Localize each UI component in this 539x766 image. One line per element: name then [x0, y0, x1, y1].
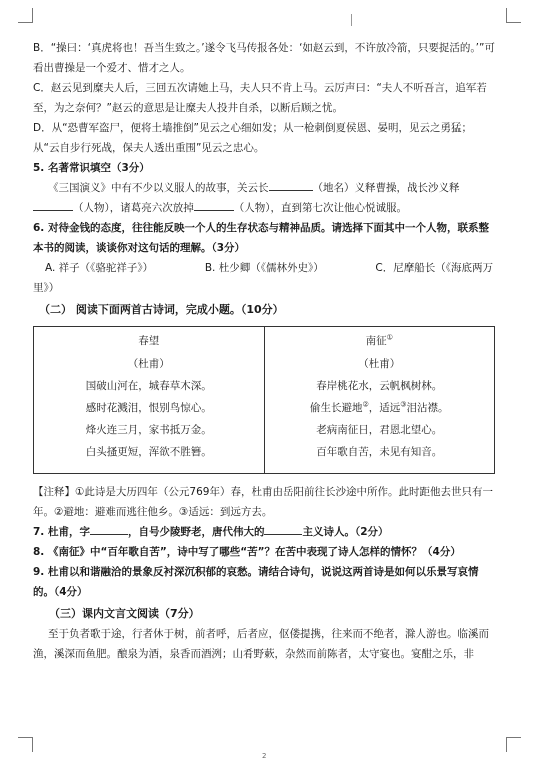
poem-table [33, 326, 495, 474]
fold-mark [351, 14, 352, 26]
q5-body: 《三国演义》中有不少以义服人的故事，关云长 （地名）义释曹操，战长沙义释（人物），诸葛亮六次放掉 （人物），直到第七次让他心悦诚服。 [33, 178, 495, 218]
crop-mark-bottom-right [506, 737, 521, 752]
poem-1-line-2: 感时花溅泪，恨别鸟惊心。 [85, 402, 212, 414]
q5-blank-3[interactable] [194, 199, 234, 211]
q9-question: 9. 杜甫以和谐融洽的景象反衬深沉积郁的哀愁。请结合诗句，说说这两首诗是如何以乐景写哀情的。（4分） [33, 566, 479, 598]
footnote-ref-1: ① [386, 333, 393, 342]
section-2-heading: （二） 阅读下面两首古诗词，完成小题。（10分） [39, 303, 284, 316]
q5-blank-1[interactable] [269, 179, 313, 191]
poem-2-title: 南征① [365, 333, 393, 347]
poem-1-line-1: 国破山河在，城春草木深。 [85, 380, 212, 392]
poem-2-line-2: 偷生长避地②，适远③泪沾襟。 [309, 400, 449, 414]
footnote-ref-3: ③ [400, 400, 407, 409]
q6-question: 6. 对待金钱的态度，往往能反映一个人的生存状态与精神品质。请选择下面其中一个人物，联系整本书的阅读，谈谈你对这句话的理解。（3分） [33, 222, 489, 254]
q5-title: 5. 名著常识填空（3分） [33, 162, 150, 174]
q6-option-c-wrap: 里》） [33, 282, 60, 294]
exam-page [33, 38, 495, 664]
footnote-ref-2: ② [362, 400, 369, 409]
q4-option-b: B．“操曰：‘真虎将也！吾当生致之。’遂令飞马传报各处：‘如赵云到，不许放冷箭，只要捉活的。’”可看出曹操是一个爱才、惜才之人。 [33, 42, 495, 74]
poem-1-line-3: 烽火连三月，家书抵万金。 [85, 424, 212, 436]
q4-option-d: D．从“恐曹军盗尸，便将土墙推倒”见云之心细如发；从一枪刺倒夏侯恩、晏明，见云之勇猛；从“云自步行死战，保夫人透出重围”见云之忠心。 [33, 122, 472, 154]
crop-mark-top-left [18, 8, 33, 23]
section-3-heading: （三）课内文言文阅读（7分） [49, 607, 200, 620]
poem-2-line-4: 百年歌自苦，未见有知音。 [316, 446, 443, 458]
page-number: 2 [262, 752, 267, 760]
poem-1-title: 春望 [138, 335, 160, 347]
q6-option-c: C．尼摩船长（《海底两万 [375, 262, 493, 274]
poem-notes: 【注释】①此诗是大历四年（公元769年）春，杜甫由岳阳前往长沙途中所作。此时距他去世只有一年。②避地：避难而逃往他乡。③适远：到远方去。 [33, 486, 493, 518]
poem-1-line-4: 白头搔更短，浑欲不胜簪。 [85, 446, 212, 458]
q7-blank-2[interactable] [264, 523, 302, 535]
classical-passage: 至于负者歌于途，行者休于树，前者呼，后者应，伛偻提携，往来而不绝者，滁人游也。临溪而渔，溪深而鱼肥。酿泉为酒，泉香而酒洌；山肴野蔌，杂然而前陈者，太守宴也。宴酣之乐，非 [33, 628, 489, 660]
q4-option-c: C．赵云见到糜夫人后，三回五次请她上马，夫人只不肯上马。云厉声曰：“夫人不听吾言，追军若至，为之奈何？”赵云的意思是让糜夫人投井自杀，以断后顾之忧。 [33, 82, 487, 114]
poem-2-author: （杜甫） [358, 358, 401, 370]
crop-mark-top-right [506, 8, 521, 23]
q7-blank-1[interactable] [90, 523, 128, 535]
crop-mark-bottom-left [18, 737, 33, 752]
q5-blank-2[interactable] [33, 199, 73, 211]
q6-options [33, 258, 495, 278]
q8-question: 8. 《南征》中“百年歌自苦”，诗中写了哪些“苦”？在苦中表现了诗人怎样的情怀？（4分） [33, 546, 461, 558]
poem-nanzheng [264, 327, 495, 473]
poem-chunwang [34, 327, 264, 473]
q6-option-b: B. 杜少卿（《儒林外史》） [204, 262, 324, 274]
poem-2-line-3: 老病南征日，君恩北望心。 [316, 424, 443, 436]
poem-2-line-1: 春岸桃花水，云帆枫树林。 [316, 380, 443, 392]
poem-1-author: （杜甫） [127, 358, 170, 370]
q6-option-a: A. 祥子（《骆驼祥子》） [45, 262, 154, 274]
q7-question: 7. 杜甫，字 ，自号少陵野老，唐代伟大的 主义诗人。（2分） [33, 522, 495, 542]
